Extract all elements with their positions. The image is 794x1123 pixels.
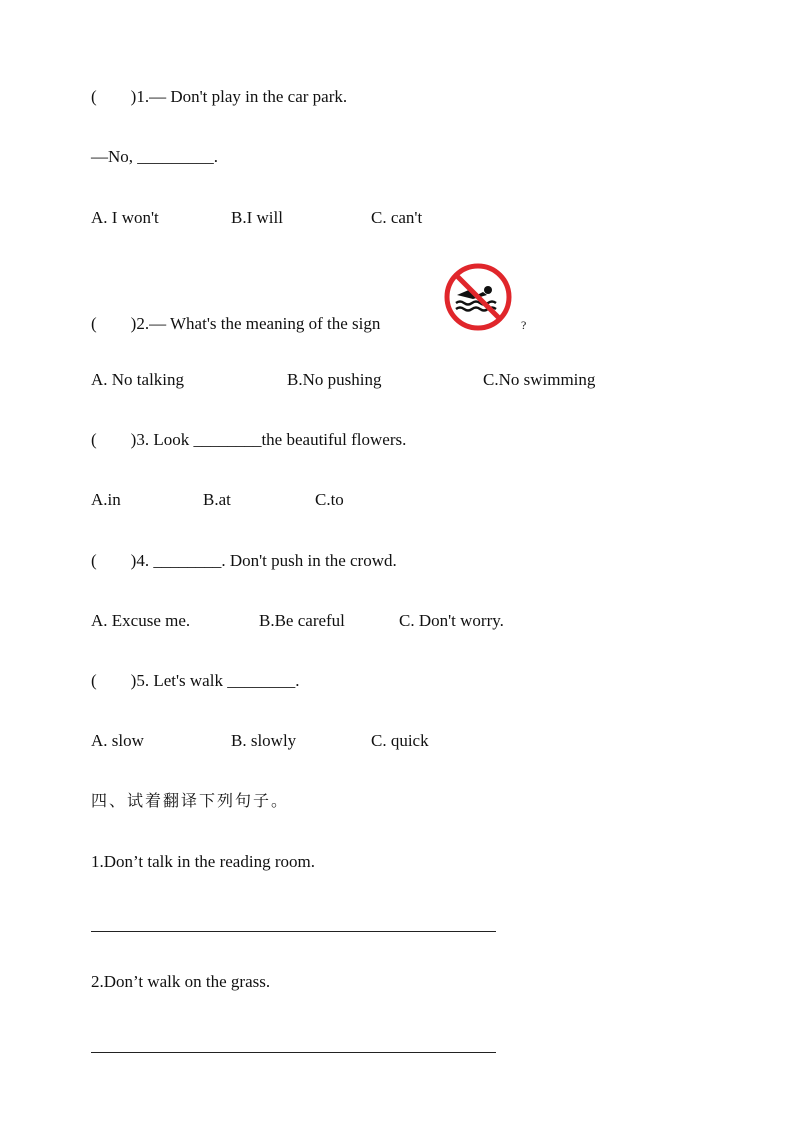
section-4-heading: 四、试着翻译下列句子。: [91, 791, 290, 810]
q5-option-c: C. quick: [371, 731, 429, 750]
q1-option-c: C. can't: [371, 208, 423, 227]
q2-option-c: C.No swimming: [483, 370, 596, 389]
question-1-text: ( )1.— Don't play in the car park.: [91, 87, 348, 106]
q2-option-b: B.No pushing: [287, 370, 382, 389]
sign-question-mark: ?: [521, 318, 527, 332]
question-4-text: ( )4. ________. Don't push in the crowd.: [91, 551, 397, 570]
q5-option-b: B. slowly: [231, 731, 297, 750]
question-5-text: ( )5. Let's walk ________.: [91, 671, 300, 690]
q4-option-b: B.Be careful: [259, 611, 345, 630]
question-1-reply: —No, _________.: [91, 147, 219, 166]
translate-item-1: 1.Don’t talk in the reading room.: [91, 852, 315, 871]
q3-option-b: B.at: [203, 490, 231, 509]
q3-option-c: C.to: [315, 490, 344, 509]
q4-option-a: A. Excuse me.: [91, 611, 191, 630]
q2-option-a: A. No talking: [91, 370, 185, 389]
question-2-text: ( )2.— What's the meaning of the sign: [91, 314, 381, 333]
q1-option-a: A. I won't: [91, 208, 159, 227]
q5-option-a: A. slow: [91, 731, 144, 750]
no-swimming-icon: [443, 262, 513, 332]
answer-line-2: [91, 1052, 496, 1053]
q4-option-c: C. Don't worry.: [399, 611, 504, 630]
q3-option-a: A.in: [91, 490, 121, 509]
question-3-text: ( )3. Look ________the beautiful flowers.: [91, 430, 407, 449]
translate-item-2: 2.Don’t walk on the grass.: [91, 972, 271, 991]
q1-option-b: B.I will: [231, 208, 283, 227]
answer-line-1: [91, 931, 496, 932]
